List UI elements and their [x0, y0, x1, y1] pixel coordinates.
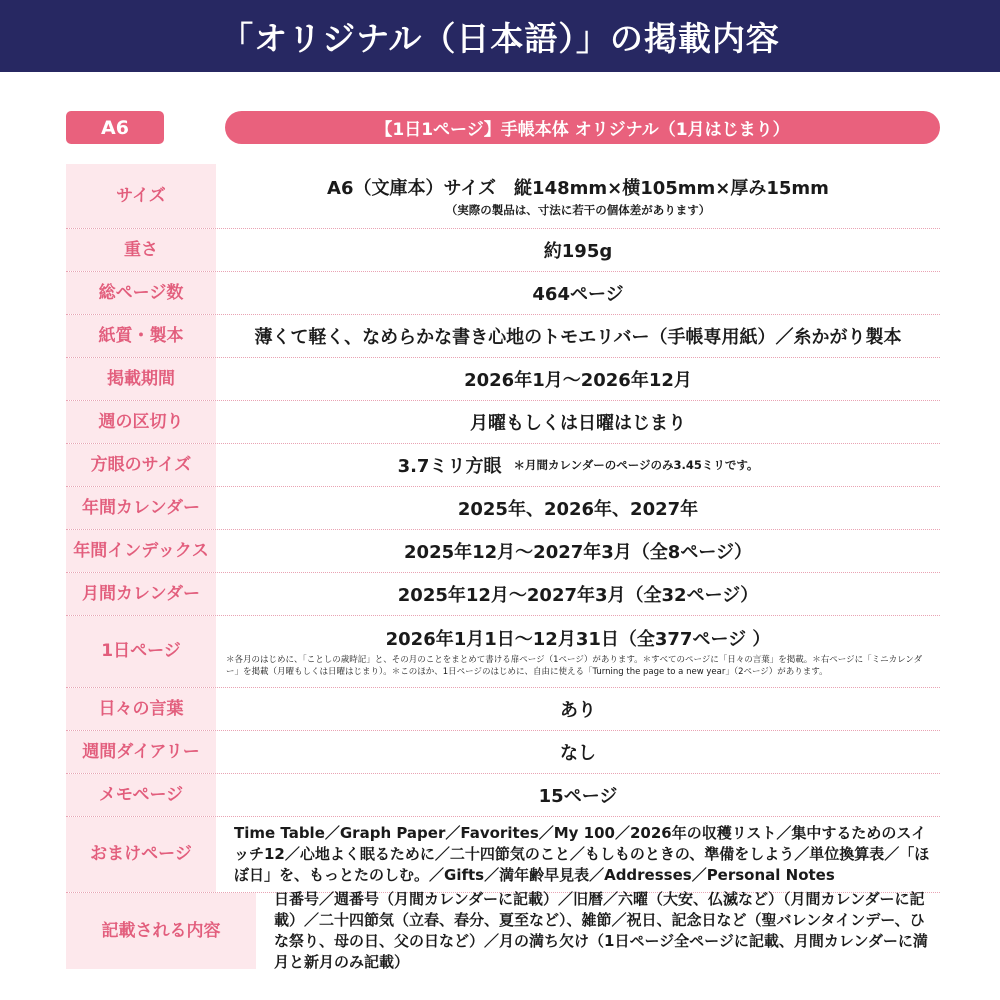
row-value: Time Table／Graph Paper／Favorites／My 100／2026年の収穫リスト／集中するためのスイッチ12／心地よく眠るために／二十四節気のこと／もしものときの、準備をしよう／単位換算表／「ほぼ日」を、もっとたのしむ。／Gifts／満年齢早見表／Addresses／Personal Notes: [234, 824, 930, 884]
row-label: 1日ページ: [66, 616, 216, 687]
row-label: 月間カレンダー: [66, 573, 216, 615]
row-note: （実際の製品は、寸法に若干の個体差があります）: [445, 203, 711, 217]
row-value-container: [216, 164, 940, 228]
spec-row-yearly-calendar: [66, 487, 940, 530]
row-note: ＊月間カレンダーのページのみ3.45ミリです。: [513, 458, 759, 472]
row-label: 年間インデックス: [66, 530, 216, 572]
row-label: サイズ: [66, 164, 216, 228]
row-label: 週間ダイアリー: [66, 731, 216, 773]
product-title-pill: 【1日1ページ】手帳本体 オリジナル（1月はじまり）: [225, 111, 940, 144]
row-value-container: [216, 444, 940, 486]
row-value: あり: [560, 700, 596, 721]
row-label: 掲載期間: [66, 358, 216, 400]
row-value: 2026年1月1日〜12月31日（全377ページ ）: [385, 629, 771, 650]
row-label: 総ページ数: [66, 272, 216, 314]
row-label: 紙質・製本: [66, 315, 216, 357]
row-value-container: [216, 616, 940, 687]
row-label: 重さ: [66, 229, 216, 271]
row-value: 15ページ: [538, 786, 618, 807]
spec-row-grid-size: [66, 444, 940, 487]
row-value: 464ページ: [532, 284, 624, 305]
spec-row-period: [66, 358, 940, 401]
row-label: おまけページ: [66, 817, 216, 892]
spec-row-week-start: [66, 401, 940, 444]
row-value: 3.7ミリ方眼: [397, 456, 502, 477]
row-value: 月曜もしくは日曜はじまり: [470, 413, 686, 434]
spec-row-memo-pages: [66, 774, 940, 817]
row-value: 日番号／週番号（月間カレンダーに記載）／旧暦／六曜（大安、仏滅など）（月間カレンダーに記載）／二十四節気（立春、春分、夏至など）、雑節／祝日、記念日など（聖バレンタインデー、ひな祭り、母の日、父の日など）／月の満ち欠け（1日ページ全ページに記載、月間カレンダーに満月と新月のみ記載）: [274, 890, 928, 971]
spec-row-weekly-diary: [66, 731, 940, 774]
spec-row-daily-pages: [66, 616, 940, 688]
spec-row-yearly-index: [66, 530, 940, 573]
size-badge: A6: [66, 111, 164, 144]
row-value: A6（文庫本）サイズ 縦148mm×横105mm×厚み15mm: [327, 178, 829, 199]
spec-row-bonus-pages: [66, 817, 940, 893]
spec-row-daily-words: [66, 688, 940, 731]
row-value: 2026年1月〜2026年12月: [464, 370, 692, 391]
page-header: [0, 0, 1000, 72]
spec-row-monthly-calendar: [66, 573, 940, 616]
row-value: 2025年12月〜2027年3月（全8ページ）: [404, 542, 752, 563]
row-label: 日々の言葉: [66, 688, 216, 730]
spec-row-printed-content: [66, 890, 940, 971]
row-label: メモページ: [66, 774, 216, 816]
row-value: 約195g: [543, 241, 613, 262]
row-label: 記載される内容: [66, 893, 256, 969]
spec-row-weight: [66, 229, 940, 272]
row-label: 週の区切り: [66, 401, 216, 443]
page-title: 「オリジナル（日本語）」の掲載内容: [220, 18, 780, 58]
spec-row-size: [66, 164, 940, 229]
row-note: ＊各月のはじめに、「ことしの歳時記」と、その月のことをまとめて書ける扉ページ（1ページ）があります。＊すべてのページに「日々の言葉」を掲載。＊右ページに「ミニカレンダー」を掲載（月曜もしくは日曜はじまり）。＊このほか、1日ページのはじめに、自由に使える「Turning the page to a new year」（2ページ）があります。: [226, 655, 923, 677]
row-value: 2025年、2026年、2027年: [457, 499, 699, 520]
spec-row-total-pages: [66, 272, 940, 315]
row-label: 年間カレンダー: [66, 487, 216, 529]
row-label: 方眼のサイズ: [66, 444, 216, 486]
row-value: なし: [560, 743, 596, 764]
spec-row-paper: [66, 315, 940, 358]
row-value: 薄くて軽く、なめらかな書き心地のトモエリバー（手帳専用紙）／糸かがり製本: [254, 327, 902, 348]
spec-table: [66, 164, 940, 969]
row-value: 2025年12月〜2027年3月（全32ページ）: [397, 585, 759, 606]
